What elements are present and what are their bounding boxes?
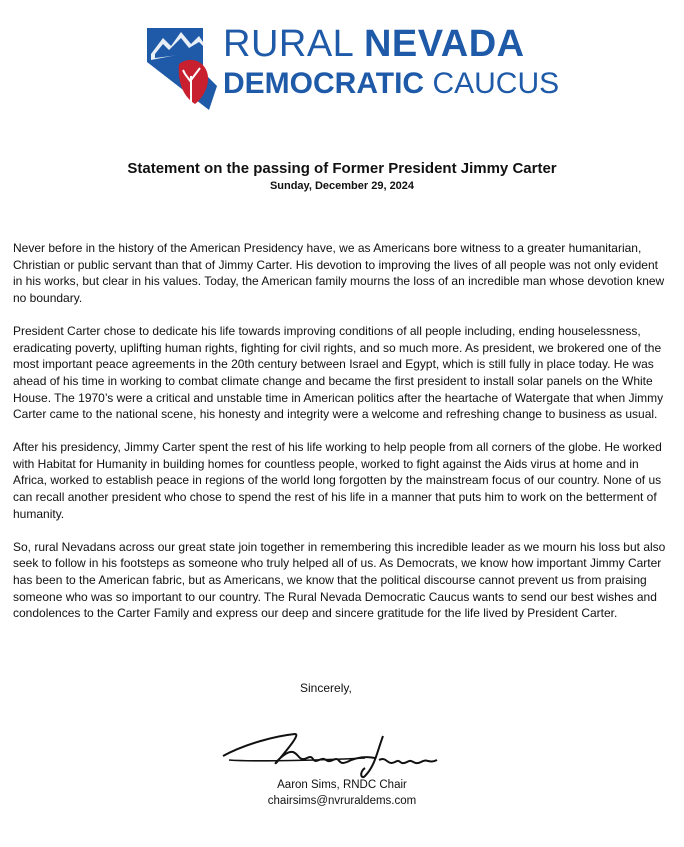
paragraph: After his presidency, Jimmy Carter spent the rest of his life working to help people from all corners of the globe. He worked with Habitat for Humanity in building homes for countless people, worked to fight against the Aids virus at home and in Africa, worked to establish peace in regions of the world long forgotten by the mainstream focus of our country. None of us can recall another president who chose to spend the rest of his life in a manner that puts him to work on the betterment of humanity. xyxy=(13,440,662,521)
handwritten-signature xyxy=(215,722,445,782)
statement-body xyxy=(13,240,670,638)
logo-text-line1: RURAL NEVADA xyxy=(223,23,525,65)
nevada-state-logo-icon xyxy=(145,24,220,110)
closing-salutation: Sincerely, xyxy=(300,681,352,695)
paragraph: So, rural Nevadans across our great state join together in remembering this incredible leader as we mourn his loss but also seek to follow in his footsteps as someone who truly helped all of us. As Democrats, we know how important Jimmy Carter has been to the American fabric, but as Americans, we know that the political discourse cannot prevent us from praising someone who was so important to our country. The Rural Nevada Democratic Caucus wants to send our best wishes and condolences to the Carter Family and express our deep and sincere gratitude for the life lived by President Carter. xyxy=(13,539,666,621)
signer-email: chairsims@nvruraldems.com xyxy=(267,795,417,807)
statement-date: Sunday, December 29, 2024 xyxy=(269,180,415,192)
paragraph: President Carter chose to dedicate his life towards improving conditions of all people including, ending houselessness, eradicating poverty, uplifting human rights, fighting for civil rights, and so much more. As president, we brokered one of the most important peace agreements in the 20th century between Israel and Egypt, which is still fully in place today. He was ahead of his time in working to combat climate change and became the first president to install solar panels on the White House. The 1970’s were a critical and unstable time in American politics after the heartache of Watergate that when Jimmy Carter came to the national scene, his honesty and integrity were a welcome and refreshing change to business as usual. xyxy=(13,323,664,422)
signer-block xyxy=(0,777,684,809)
logo-text-line2: DEMOCRATIC CAUCUS xyxy=(223,67,560,100)
paragraph: Never before in the history of the American Presidency have, we as Americans bore witness to a greater humanitarian, Christian or public servant than that of Jimmy Carter. His devotion to improving the lives of all people was not only evident in his works, but clear in his values. Today, the American family mourns the loss of an incredible man whose devotion knew no boundary. xyxy=(13,241,665,306)
statement-title: Statement on the passing of Former President Jimmy Carter xyxy=(127,160,557,177)
signer-name: Aaron Sims, RNDC Chair xyxy=(277,779,407,791)
rndc-logo xyxy=(145,22,560,110)
